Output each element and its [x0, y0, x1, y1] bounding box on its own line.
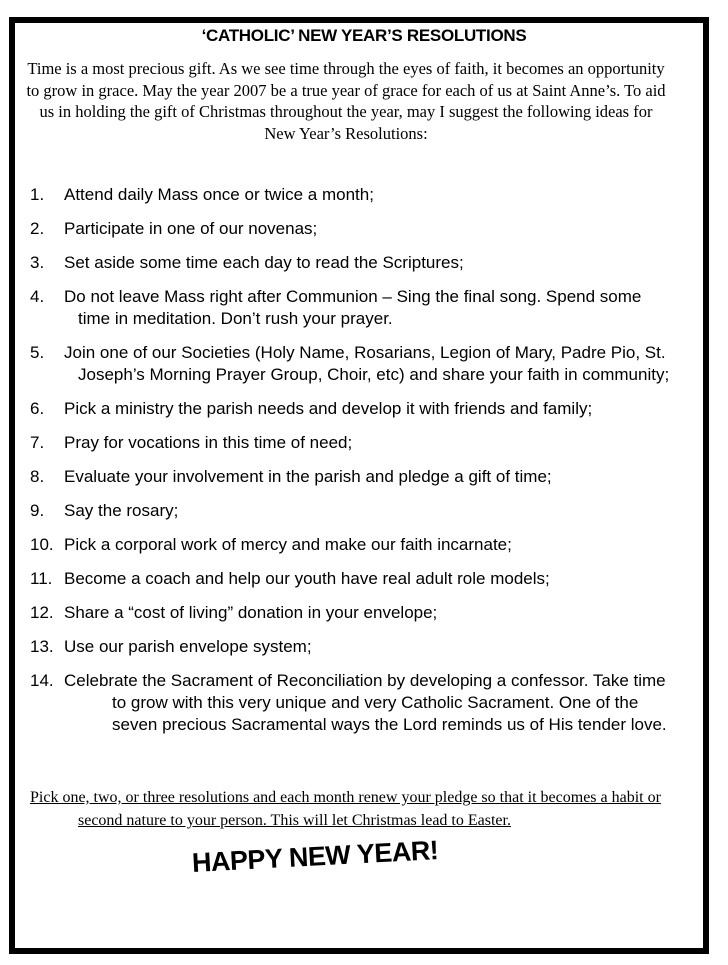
list-item: [30, 602, 670, 624]
item-text: Participate in one of our novenas;: [64, 219, 318, 238]
item-number: 6.: [30, 399, 45, 418]
item-number: 8.: [30, 467, 45, 486]
list-item: [30, 636, 670, 658]
intro-paragraph: Time is a most precious gift. As we see time through the eyes of faith, it becomes an opportunity to grow in grace. May the year 2007 be a true year of grace for each of us at Saint Anne’s. To aid us in holding the gift of Christmas throughout the year, may I suggest the following ideas for New Year’s Resolutions:: [26, 59, 666, 143]
item-text: Celebrate the Sacrament of Reconciliation by developing a confessor. Take time to grow with this very unique and very Catholic Sacrament. One of the seven precious Sacramental ways the Lord reminds us of His tender love.: [64, 671, 667, 734]
list-item: [30, 184, 670, 206]
item-number: 10.: [30, 535, 54, 554]
item-text: Use our parish envelope system;: [64, 637, 312, 656]
list-item: [30, 398, 670, 420]
document-title: ‘CATHOLIC’ NEW YEAR’S RESOLUTIONS: [201, 26, 527, 45]
list-item: [30, 218, 670, 240]
item-text: Do not leave Mass right after Communion – Sing the final song. Spend some time in meditation. Don’t rush your prayer.: [64, 287, 642, 328]
resolutions-list: [30, 184, 670, 748]
item-text: Set aside some time each day to read the Scriptures;: [64, 253, 464, 272]
item-number: 14.: [30, 671, 54, 690]
list-item: [30, 670, 670, 736]
item-number: 2.: [30, 219, 45, 238]
list-item: [30, 568, 670, 590]
item-text: Pray for vocations in this time of need;: [64, 433, 353, 452]
list-item: [30, 500, 670, 522]
item-text: Become a coach and help our youth have real adult role models;: [64, 569, 550, 588]
item-text: Say the rosary;: [64, 501, 179, 520]
item-number: 12.: [30, 603, 54, 622]
item-text: Pick a ministry the parish needs and develop it with friends and family;: [64, 399, 593, 418]
list-item: [30, 286, 670, 330]
item-text: Join one of our Societies (Holy Name, Rosarians, Legion of Mary, Padre Pio, St. Joseph’s Morning Prayer Group, Choir, etc) and share your faith in community;: [64, 343, 670, 384]
item-number: 13.: [30, 637, 54, 656]
item-text: Share a “cost of living” donation in your envelope;: [64, 603, 438, 622]
list-item: [30, 252, 670, 274]
item-number: 7.: [30, 433, 45, 452]
list-item: [30, 466, 670, 488]
item-number: 5.: [30, 343, 45, 362]
item-number: 11.: [30, 569, 53, 588]
item-number: 9.: [30, 501, 45, 520]
item-text: Pick a corporal work of mercy and make our faith incarnate;: [64, 535, 512, 554]
list-item: [30, 534, 670, 556]
list-item: [30, 342, 670, 386]
happy-new-year-greeting: HAPPY NEW YEAR!: [191, 835, 439, 878]
item-number: 1.: [30, 185, 45, 204]
item-number: 3.: [30, 253, 45, 272]
item-text: Evaluate your involvement in the parish and pledge a gift of time;: [64, 467, 552, 486]
item-number: 4.: [30, 287, 45, 306]
item-text: Attend daily Mass once or twice a month;: [64, 185, 374, 204]
closing-paragraph: Pick one, two, or three resolutions and each month renew your pledge so that it becomes a habit or second nature to your person. This will let Christmas lead to Easter.: [30, 789, 661, 829]
list-item: [30, 432, 670, 454]
